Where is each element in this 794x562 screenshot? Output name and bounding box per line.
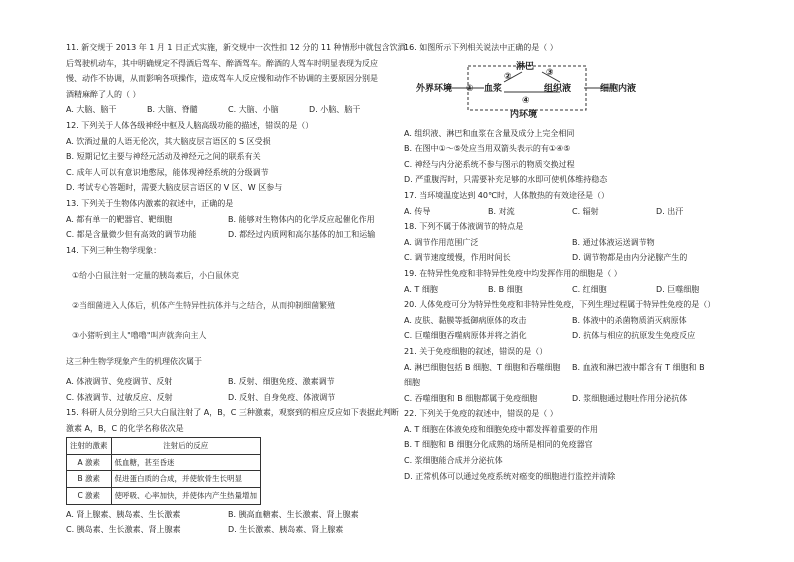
q13-options — [66, 212, 390, 243]
question-19 — [404, 266, 740, 297]
q13-option-a: A. 都有单一的靶器官、靶细胞 — [66, 214, 173, 224]
q15-line: 激素 A，B，C 的化学名称依次是 — [66, 423, 184, 433]
q16-option-b: B. 在图中①～⑤处应当用双箭头表示的有①④⑤ — [404, 144, 571, 154]
q21-options — [404, 360, 740, 407]
label-inner-env: 内环境 — [510, 109, 538, 120]
q21-spacer — [572, 375, 740, 391]
q14-option-a: A. 体液调节、免疫调节、反射 — [66, 376, 173, 386]
q17-option-c: C. 辐射 — [572, 206, 599, 216]
question-11 — [66, 40, 406, 118]
q14-item-2: ②当细菌进入人体后，机体产生特异性抗体并与之结合，从而抑制细菌繁殖 — [72, 301, 336, 311]
table-header-row — [67, 438, 261, 455]
q11-option-b: B. 大脑、脊髓 — [147, 105, 198, 115]
q15-option-b: B. 胰高血糖素、生长激素、肾上腺素 — [228, 509, 359, 519]
q21-stem: 21. 关于免疫细胞的叙述，错误的是（） — [404, 346, 548, 356]
label-outer-env: 外界环境 — [416, 83, 453, 94]
q21-option-d: D. 浆细胞通过胞吐作用分泌抗体 — [572, 393, 688, 403]
q11-option-c: C. 大脑、小脑 — [228, 105, 279, 115]
q12-options — [66, 134, 390, 196]
label-tissue-fluid: 组织液 — [544, 83, 572, 94]
q20-options — [404, 313, 740, 344]
question-12 — [66, 118, 390, 196]
q17-option-d: D. 出汗 — [656, 206, 684, 216]
q14-options — [66, 374, 390, 405]
q12-option-d: D. 考试专心答题时，需要大脑皮层言语区的 V 区、W 区参与 — [66, 183, 283, 193]
q14-option-c: C. 体液调节、过敏反应、反射 — [66, 392, 173, 402]
q18-option-c: C. 调节速度缓慢，作用时间长 — [404, 253, 511, 263]
q20-option-b: B. 体液中的杀菌物质消灭病原体 — [572, 315, 687, 325]
q14-stem: 14. 下列三种生物学现象： — [66, 245, 162, 255]
q21-option-a: A. 淋巴细胞包括 B 细胞、T 细胞和吞噬细胞 — [404, 362, 561, 372]
q11-line: 酒精麻醉了人的（ ） — [66, 89, 141, 99]
question-14 — [66, 243, 390, 405]
q22-option-a: A. T 细胞在体液免疫和细胞免疫中都发挥着重要的作用 — [404, 424, 598, 434]
q18-option-a: A. 调节作用范围广泛 — [404, 237, 479, 247]
table-header: 注射后的反应 — [111, 438, 261, 455]
q16-stem: 16. 如图所示下列相关说法中正确的是（ ） — [404, 43, 558, 52]
table-row — [67, 471, 261, 488]
table-cell: 促进蛋白质的合成，并使软骨生长明显 — [111, 471, 261, 488]
q13-option-c: C. 都是含量微少但有高效的调节功能 — [66, 230, 197, 240]
q15-line: 15. 科研人员分别给三只大白鼠注射了 A，B，C 三种激素，观察到的相应反应如下表据此判断 — [66, 408, 399, 418]
body-fluid-diagram — [404, 58, 740, 122]
q17-stem: 17. 当环境温度达到 40℃时，人体散热的有效途径是（） — [404, 190, 609, 200]
table-cell: C 激素 — [67, 488, 112, 505]
table-cell: A 激素 — [67, 454, 112, 471]
q11-options — [66, 102, 390, 118]
q11-line: 慢、动作不协调，从而影响各项操作，造成驾车人反应慢和动作不协调的主要原因分别是 — [66, 74, 378, 84]
question-15 — [66, 405, 399, 538]
hormone-table — [66, 437, 261, 504]
q12-option-a: A. 饮酒过量的人语无伦次，其大脑皮层言语区的 S 区受损 — [66, 136, 271, 146]
q19-option-c: C. 红细胞 — [572, 284, 607, 294]
q21-option-b-cont: 细胞 — [404, 378, 420, 388]
table-cell: 低血糖，甚至昏迷 — [111, 454, 261, 471]
q19-options — [404, 282, 740, 298]
q14-ask: 这三种生物学现象产生的机理依次属于 — [66, 357, 202, 367]
q20-option-a: A. 皮肤、黏膜等抵御病原体的攻击 — [404, 315, 527, 325]
q17-option-b: B. 对流 — [488, 206, 515, 216]
label-num-1: ① — [466, 83, 474, 94]
q13-option-d: D. 都经过内质网和高尔基体的加工和运输 — [228, 230, 376, 240]
q12-option-b: B. 短期记忆主要与神经元活动及神经元之间的联系有关 — [66, 152, 261, 162]
left-column — [66, 40, 406, 538]
q13-stem: 13. 下列关于生物体内激素的叙述中，正确的是 — [66, 198, 234, 208]
q22-stem: 22. 下列关于免疫的叙述中，错误的是（ ） — [404, 409, 558, 419]
q18-stem: 18. 下列不属于体液调节的特点是 — [404, 222, 524, 232]
q18-option-b: B. 通过体液运送调节物 — [572, 237, 655, 247]
table-row — [67, 488, 261, 505]
q14-option-b: B. 反射、细胞免疫、激素调节 — [228, 376, 335, 386]
q21-option-b: B. 血液和淋巴液中都含有 T 细胞和 B — [572, 362, 705, 372]
q15-option-a: A. 肾上腺素、胰岛素、生长激素 — [66, 509, 181, 519]
q17-options — [404, 204, 740, 220]
q11-line: 11. 新交规于 2013 年 1 月 1 日正式实施，新交规中一次性扣 12 分的 11 种情形中就包含饮酒 — [66, 43, 406, 52]
label-num-2: ② — [504, 71, 512, 82]
q12-option-c: C. 成年人可以有意识地憋尿，能体现神经系统的分级调节 — [66, 167, 269, 177]
q21-option-c: C. 吞噬细胞和 B 细胞都属于免疫细胞 — [404, 393, 538, 403]
q11-option-d: D. 小脑、脑干 — [309, 105, 361, 115]
q22-options — [404, 422, 740, 484]
q20-option-d: D. 抗体与相应的抗原发生免疫反应 — [572, 331, 696, 341]
q11-line: 后驾驶机动车，其中明确规定不得酒后驾车、醉酒驾车。醉酒的人驾车时明显表现为反应 — [66, 58, 378, 68]
table-cell: 使呼吸、心率加快，并使体内产生热量增加 — [111, 488, 261, 505]
label-cell-fluid: 细胞内液 — [600, 83, 637, 94]
q22-option-b: B. T 细胞和 B 细胞分化成熟的场所是相同的免疫器官 — [404, 440, 593, 450]
q22-option-c: C. 浆细胞能合成并分泌抗体 — [404, 456, 503, 466]
label-num-3: ③ — [546, 67, 554, 78]
label-num-4: ④ — [522, 95, 530, 106]
q15-options — [66, 507, 390, 538]
q15-option-d: D. 生长激素、胰岛素、肾上腺素 — [228, 525, 344, 535]
question-21 — [404, 344, 740, 406]
q16-option-d: D. 严重腹泻时，只需要补充足够的水即可使机体维持稳态 — [404, 175, 608, 185]
q18-options — [404, 235, 740, 266]
table-header: 注射的激素 — [67, 438, 112, 455]
q14-item-1: ①给小白鼠注射一定量的胰岛素后，小白鼠休克 — [72, 271, 240, 281]
question-17 — [404, 188, 740, 219]
q14-option-d: D. 反射、自身免疫、体液调节 — [228, 392, 336, 402]
question-22 — [404, 406, 740, 484]
q11-option-a: A. 大脑、脑干 — [66, 105, 117, 115]
table-row — [67, 454, 261, 471]
label-plasma: 血浆 — [484, 83, 503, 94]
question-13 — [66, 196, 390, 243]
q19-stem: 19. 在特异性免疫和非特异性免疫中均发挥作用的细胞是（ ） — [404, 268, 622, 278]
q22-option-d: D. 正常机体可以通过免疫系统对癌变的细胞进行监控并清除 — [404, 471, 616, 481]
right-column — [404, 40, 740, 484]
q20-option-c: C. 巨噬细胞吞噬病原体并将之消化 — [404, 331, 527, 341]
q13-option-b: B. 能够对生物体内的化学反应起催化作用 — [228, 214, 375, 224]
q19-option-b: B. B 细胞 — [488, 284, 523, 294]
q16-option-c: C. 神经与内分泌系统不参与图示的物质交换过程 — [404, 159, 575, 169]
q20-stem: 20. 人体免疫可分为特异性免疫和非特异性免疫，下列生理过程属于特异性免疫的是（） — [404, 300, 716, 310]
q17-option-a: A. 传导 — [404, 206, 431, 216]
q16-options — [404, 126, 740, 188]
q18-option-d: D. 调节物都是由内分泌腺产生的 — [572, 253, 688, 263]
q12-stem: 12. 下列关于人体各级神经中枢及人脑高级功能的描述，错误的是（） — [66, 120, 314, 130]
q19-option-d: D. 巨噬细胞 — [656, 284, 700, 294]
question-18 — [404, 219, 740, 266]
question-20 — [404, 297, 740, 344]
label-lymph: 淋巴 — [516, 61, 535, 72]
question-16 — [404, 40, 740, 188]
q16-option-a: A. 组织液、淋巴和血浆在含量及成分上完全相同 — [404, 128, 575, 138]
q19-option-a: A. T 细胞 — [404, 284, 438, 294]
q14-item-3: ③小猪听到主人"噜噜"叫声就奔向主人 — [72, 331, 207, 341]
diagram-lines — [404, 58, 740, 122]
q15-option-c: C. 胰岛素、生长激素、肾上腺素 — [66, 525, 181, 535]
table-cell: B 激素 — [67, 471, 112, 488]
